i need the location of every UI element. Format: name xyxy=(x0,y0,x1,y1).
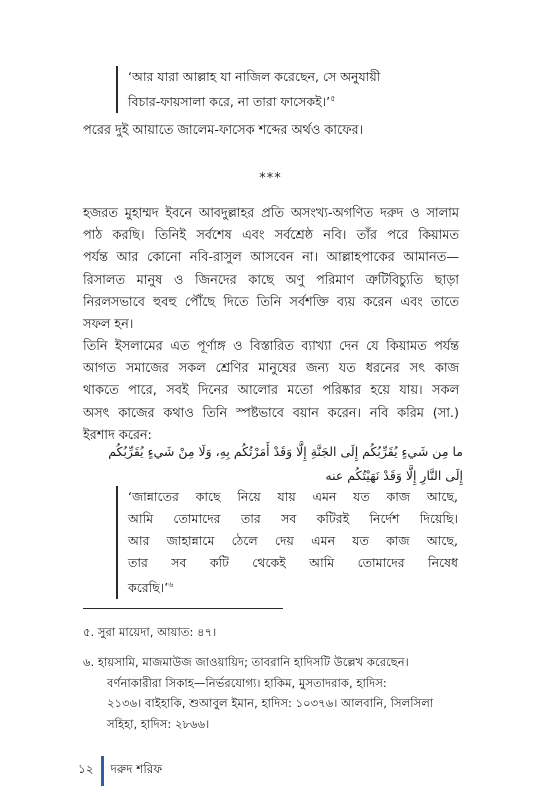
paragraph-line: ইরশাদ করেন: xyxy=(83,427,152,443)
paragraph-kafir: পরের দুই আয়াতে জালেম-ফাসেক শব্দের অর্থও কাফের। xyxy=(83,123,364,138)
page-footer xyxy=(78,756,162,786)
quote-line: আমি তোমাদের তার সব কটিরই নির্দেশ দিয়েছি। xyxy=(128,511,458,526)
footnote-marker: ৫ xyxy=(330,94,336,103)
arabic-line: ما مِن شَيءٍ يُقَرِّبُكُم إِلَى الجَنَّةِ إِلَّا وَقَدْ أَمَرْتُكُم بِهِ، وَلَا مِنْ شَيءٍ يُقَرِّبُكُم xyxy=(108,444,463,459)
footnote-divider xyxy=(83,608,283,609)
quote-line: তার সব কটি থেকেই আমি তোমাদের নিষেধ xyxy=(128,555,458,570)
footnote-line: বর্ণনাকারীরা সিকাহ—নির্ভরযোগ্য। হাকিম, মুসতাদরাক, হাদিস: xyxy=(107,675,387,690)
page-number: ১২ xyxy=(78,762,94,776)
paragraph-line: রিসালত মানুষ ও জিনদের কাছে অণু পরিমাণ ত্রুটিবিচ্যুতি ছাড়া xyxy=(83,272,459,288)
paragraph-line: নিরলসভাবে হুবহু পৌঁছে দিতে তিনি সর্বশক্তি ব্যয় করেন এবং তাতে xyxy=(83,294,459,310)
footnote-line: ২১৩৬। বাইহাকি, শুআবুল ইমান, হাদিস: ১০৩৭৬। আলবানি, সিলসিলা xyxy=(107,696,434,710)
paragraph-line: আগত সমাজের সকল শ্রেণির মানুষের জন্য যত ধরনের সৎ কাজ xyxy=(83,361,459,377)
running-title: দরুদ শরিফ xyxy=(110,762,163,776)
paragraph-line: তিনি ইসলামের এত পূর্ণাঙ্গ ও বিস্তারিত ব্যাখ্যা দেন যে কিয়ামত পর্যন্ত xyxy=(83,339,459,354)
paragraph-islam xyxy=(83,336,459,447)
quote-line: করেছি।’$^৬$ xyxy=(128,580,174,596)
paragraph-line: পর্যন্ত আর কোনো নবি-রাসুল আসবেন না। আল্লাহপাকের আমানত— xyxy=(83,250,459,266)
quote-line: আর জাহান্নামে ঠেলে দেয় এমন যত কাজ আছে, xyxy=(128,533,458,548)
paragraph-hazrat xyxy=(83,203,459,336)
quote-line: বিচার-ফায়সালা করে, না তারা ফাসেকই।’$^৫$ xyxy=(128,94,336,110)
paragraph-line: থাকতে পারে, সবই দিনের আলোর মতো পরিষ্কার হয়ে যায়। সকল xyxy=(83,383,459,399)
footer-divider-bar xyxy=(101,756,104,786)
footnote-6 xyxy=(83,652,463,734)
footnote-line: সহিহা, হাদিস: ২৮৬৬। xyxy=(107,716,210,731)
footnote-marker: ৬ xyxy=(168,580,174,589)
quote-line: ‘আর যারা আল্লাহ যা নাজিল করেছেন, সে অনুযায়ী xyxy=(128,69,381,84)
footnote-line: ৬. হায়সামি, মাজমাউজ জাওয়ায়িদ; তাবরানি হাদিসটি উল্লেখ করেছেন। xyxy=(83,655,409,669)
hadith-translation-quote xyxy=(116,486,458,599)
paragraph-line: পাঠ করছি। তিনিই সর্বশেষ এবং সর্বশ্রেষ্ঠ নবি। তাঁর পরে কিয়ামত xyxy=(83,228,459,244)
paragraph-line: অসৎ কাজের কথাও তিনি স্পষ্টভাবে বয়ান করেন। নবি করিম (সা.) xyxy=(83,405,459,421)
arabic-line: إِلَى النَّارِ إِلَّا وَقَدْ نَهَيْتُكُم عنه xyxy=(325,468,463,483)
section-separator: *** xyxy=(259,171,282,186)
paragraph-line: সফল হন। xyxy=(83,317,134,333)
paragraph-line: হজরত মুহাম্মদ ইবনে আবদুল্লাহর প্রতি অসংখ্য-অগণিত দরুদ ও সালাম xyxy=(83,206,459,221)
quran-quote xyxy=(116,66,458,113)
arabic-hadith xyxy=(83,440,463,488)
quote-line: ‘জান্নাতের কাছে নিয়ে যায় এমন যত কাজ আছে, xyxy=(128,489,458,504)
footnote-5: ৫. সুরা মায়েদা, আয়াত: ৪৭। xyxy=(83,625,217,639)
